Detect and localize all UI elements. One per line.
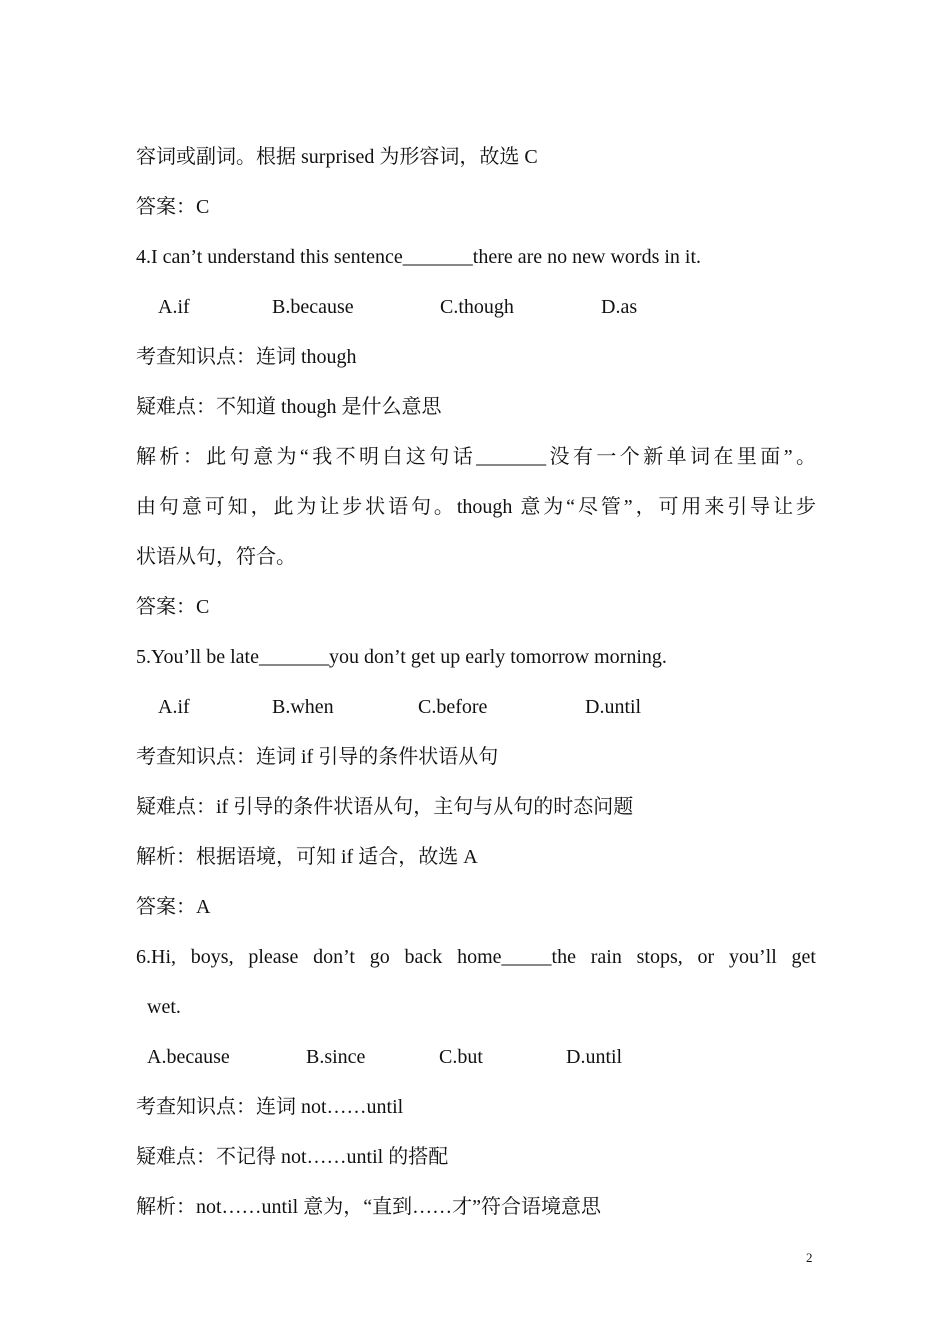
knowledge-point-line: 考查知识点：连词 if 引导的条件状语从句 <box>136 746 499 768</box>
question-5: 5.You’ll be late_______you don’t get up early tomorrow morning. <box>136 646 667 668</box>
q5-option-b: B.when <box>272 696 334 718</box>
answer-line: 答案：C <box>136 196 210 218</box>
q6-option-b: B.since <box>306 1046 366 1068</box>
q5-option-d: D.until <box>585 696 642 718</box>
difficulty-line: 疑难点：if 引导的条件状语从句，主句与从句的时态问题 <box>136 796 634 818</box>
knowledge-point-line: 考查知识点：连词 not……until <box>136 1096 404 1118</box>
page-number: 2 <box>806 1250 813 1265</box>
q5-option-a: A.if <box>158 696 190 718</box>
analysis-line: 解析：此句意为“我不明白这句话_______没有一个新单词在里面”。 <box>136 446 816 468</box>
analysis-line: 解析：not……until 意为，“直到……才”符合语境意思 <box>136 1196 601 1218</box>
answer-line: 答案：C <box>136 596 210 618</box>
q6-option-d: D.until <box>566 1046 623 1068</box>
q6-option-a: A.because <box>147 1046 230 1068</box>
q4-option-a: A.if <box>158 296 190 318</box>
difficulty-line: 疑难点：不知道 though 是什么意思 <box>136 396 442 418</box>
knowledge-point-line: 考查知识点：连词 though <box>136 346 357 368</box>
q4-option-b: B.because <box>272 296 354 318</box>
analysis-line: 由句意可知，此为让步状语句。though 意为“尽管”，可用来引导让步 <box>136 496 816 518</box>
answer-line: 答案：A <box>136 896 211 918</box>
question-4: 4.I can’t understand this sentence_______there are no new words in it. <box>136 246 702 268</box>
q4-option-d: D.as <box>601 296 638 318</box>
q5-option-c: C.before <box>418 696 488 718</box>
q6-option-c: C.but <box>439 1046 483 1068</box>
analysis-line: 解析：根据语境，可知 if 适合，故选 A <box>136 846 478 868</box>
text-line: 容词或副词。根据 surprised 为形容词，故选 C <box>136 146 538 168</box>
analysis-line: 状语从句，符合。 <box>136 546 296 568</box>
question-6-continuation: wet. <box>147 996 181 1018</box>
q4-option-c: C.though <box>440 296 514 318</box>
difficulty-line: 疑难点：不记得 not……until 的搭配 <box>136 1146 449 1168</box>
question-6: 6.Hi, boys, please don’t go back home_____the rain stops, or you’ll get <box>136 946 816 968</box>
